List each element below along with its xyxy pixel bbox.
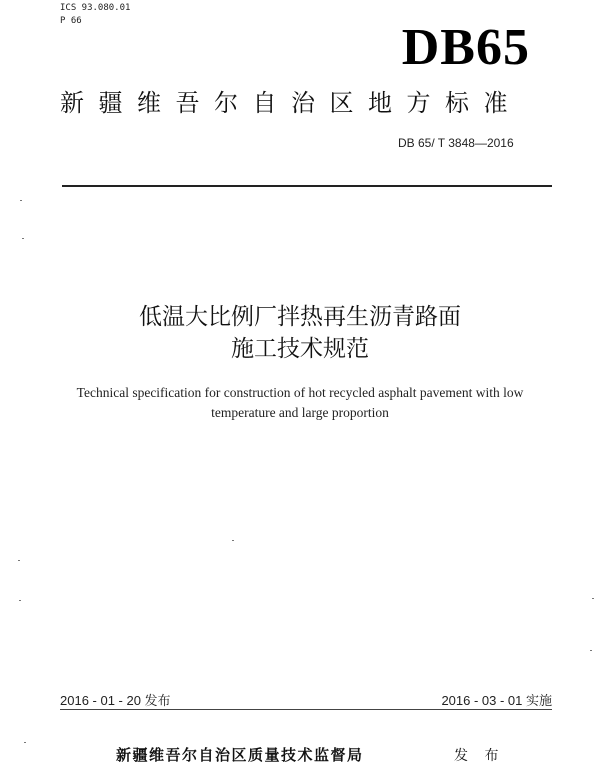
scan-speck (22, 238, 24, 239)
scan-speck (18, 560, 20, 561)
ccs-code: P 66 (60, 16, 82, 26)
scan-speck (592, 598, 594, 599)
footer-divider (60, 709, 552, 710)
english-title-line2: temperature and large proportion (211, 405, 389, 420)
db65-logo: DB65 (401, 19, 530, 76)
issue-label: 发 布 (454, 748, 505, 764)
chinese-title-line1: 低温大比例厂拌热再生沥青路面 (139, 304, 461, 330)
english-title-line1: Technical specification for construction of hot recycled asphalt pavement with low (76, 385, 524, 400)
scan-speck (24, 742, 26, 743)
chinese-title-line2: 施工技术规范 (231, 336, 369, 362)
standard-code: DB 65/ T 3848—2016 (398, 136, 514, 150)
issuing-authority: 新疆维吾尔自治区质量技术监督局 (116, 746, 364, 764)
scan-speck (232, 540, 234, 541)
scan-speck (590, 650, 592, 651)
header-divider (62, 185, 552, 187)
classification-codes (60, 2, 130, 28)
standard-type-title: 新疆维吾尔自治区地方标准 (60, 89, 522, 117)
scan-speck (20, 200, 22, 201)
ics-code: ICS 93.080.01 (60, 3, 131, 13)
issue-date: 2016 - 01 - 20 发布 (60, 693, 171, 708)
implementation-date: 2016 - 03 - 01 实施 (441, 693, 552, 708)
scan-speck (19, 600, 21, 601)
